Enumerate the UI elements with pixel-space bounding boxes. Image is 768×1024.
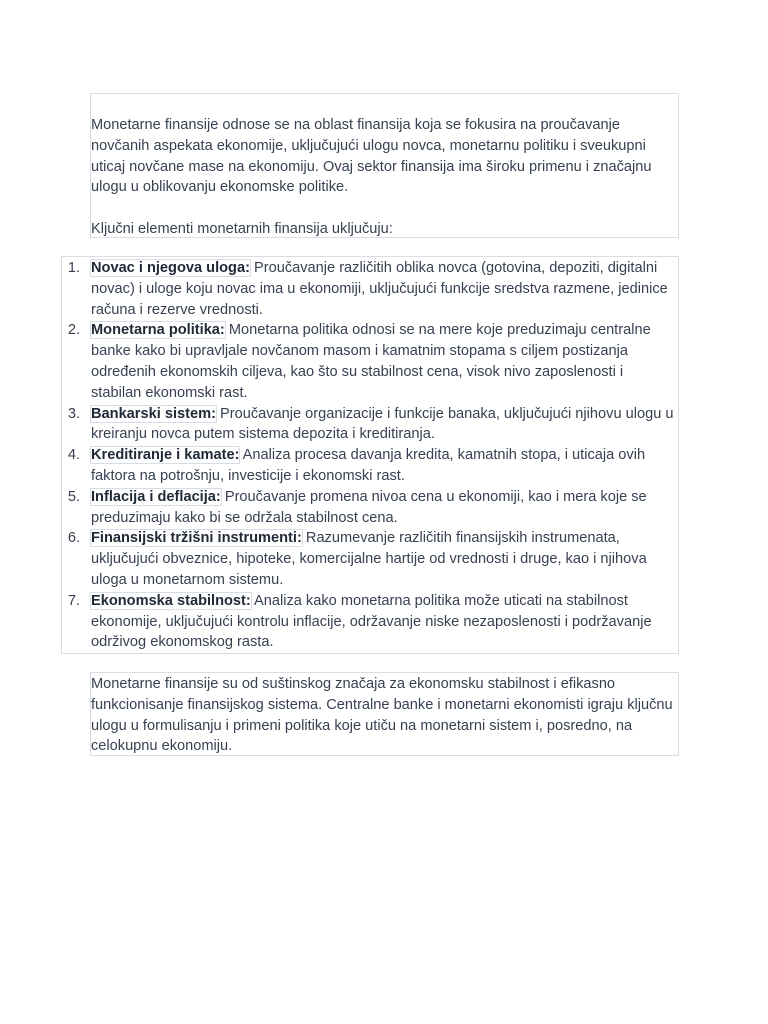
list-item (62, 404, 678, 446)
list-item-text: Monetarna politika odnosi se na mere koje preduzimaju centralne banke kako bi upravljale novčanom masom i kamatnim stopama s ciljem postizanja određenih ekonomskih ciljeva, kao što su stabilnost cena, visok nivo zaposlenosti i stabilan ekonomski rast. (91, 322, 651, 401)
list-number: 5. (67, 488, 80, 505)
list-item-text: Analiza kako monetarna politika može uticati na stabilnost ekonomije, uključujući kontrolu inflacije, održavanje niske nezaposlenosti i podržavanje održivog ekonomskog rasta. (91, 592, 652, 651)
list-item-text: Analiza procesa davanja kredita, kamatnih stopa, i uticaja ovih faktora na potrošnju, investicije i ekonomski rast. (91, 447, 646, 484)
list-number: 6. (67, 530, 80, 547)
list-item (62, 445, 678, 487)
conclusion-paragraph: Monetarne finansije su od suštinskog značaja za ekonomsku stabilnost i efikasno funkcionisanje finansijskog sistema. Centralne banke i monetarni ekonomisti igraju ključnu ulogu u formulisanju i primeni politika koje utiču na monetarni sistem i, posredno, na celokupnu ekonomiju. (91, 676, 673, 755)
conclusion-section (90, 672, 679, 756)
list-item-term: Bankarski sistem: (91, 405, 216, 422)
intro-section (90, 93, 679, 238)
list-heading: Ključni elementi monetarnih finansija uključuju: (91, 220, 393, 237)
list-item-text: Proučavanje organizacije i funkcije banaka, uključujući njihovu ulogu u kreiranju novca putem sistema depozita i kreditiranja. (91, 405, 674, 443)
list-item (62, 258, 678, 320)
list-item (62, 528, 678, 590)
key-elements-list (61, 256, 679, 654)
list-number: 2. (67, 322, 80, 339)
list-number: 4. (67, 447, 80, 464)
list-item-term: Monetarna politika: (91, 322, 225, 339)
list-item-text: Razumevanje različitih finansijskih instrumenata, uključujući obveznice, hipoteke, komercijalne hartije od vrednosti i druge, kao i njihova uloga u monetarnom sistemu. (91, 530, 647, 588)
numbered-list (62, 258, 678, 653)
list-item-term: Novac i njegova uloga: (91, 260, 250, 276)
list-item-term: Kreditiranje i kamate: (91, 447, 240, 464)
list-number: 7. (67, 592, 80, 609)
list-item (62, 487, 678, 529)
list-number: 1. (67, 260, 80, 276)
list-item-term: Ekonomska stabilnost: (91, 592, 251, 609)
list-item-term: Finansijski tržišni instrumenti: (91, 530, 302, 547)
list-item-term: Inflacija i deflacija: (91, 488, 221, 505)
list-item-text: Proučavanje različitih oblika novca (gotovina, depoziti, digitalni novac) i uloge koju novac ima u ekonomiji, uključujući funkcije sredstva razmene, jedinice računa i rezerve vrednosti. (91, 260, 668, 318)
intro-paragraph: Monetarne finansije odnose se na oblast finansija koja se fokusira na proučavanje novčanih aspekata ekonomije, uključujući ulogu novca, monetarnu politiku i sveukupni uticaj novčane mase na ekonomiju. Ovaj sektor finansija ima široku primenu i značajnu ulogu u oblikovanju ekonomske politike. (91, 117, 652, 196)
list-item (62, 320, 678, 403)
list-item-text: Proučavanje promena nivoa cena u ekonomiji, kao i mera koje se preduzimaju kako bi se održala stabilnost cena. (91, 488, 647, 526)
list-number: 3. (67, 405, 80, 422)
list-item (62, 591, 678, 653)
